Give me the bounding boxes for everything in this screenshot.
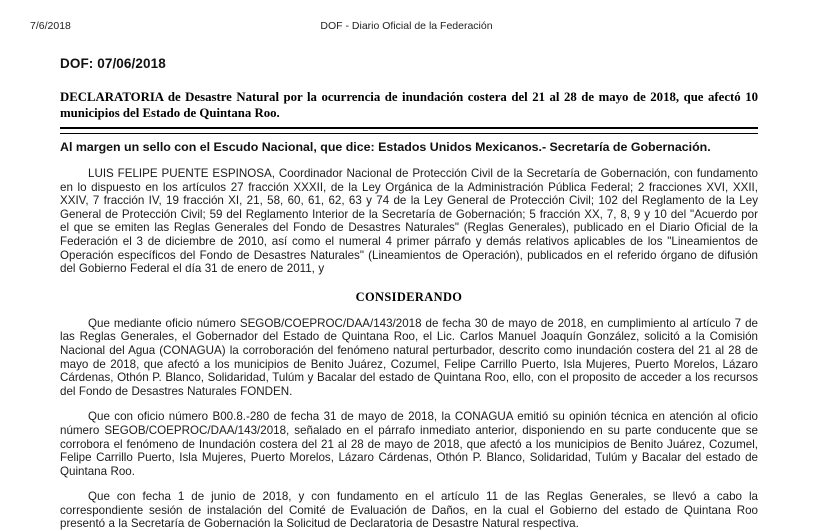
divider-thick — [60, 127, 758, 129]
divider-thin — [60, 133, 758, 134]
margin-seal-note: Al margen un sello con el Escudo Nacional, que dice: Estados Unidos Mexicanos.- Secretaría de Gobernación. — [60, 140, 711, 154]
considerando-paragraph-2: Que con oficio número B00.8.-280 de fecha 31 de mayo de 2018, la CONAGUA emitió su opinión técnica en atención al oficio número SEGOB/COEPROC/DAA/143/2018, señalado en el párrafo inmediato anterior, disponiendo en su parte conducente que se corrobora el fenómeno de Inundación costera del 21 al 28 de mayo de 2018, que afectó a los municipios de Benito Juárez, Cozumel, Felipe Carrillo Puerto, Isla Mujeres, Puerto Morelos, Lázaro Cárdenas, Othón P. Blanco, Solidaridad, Tulúm y Bacalar del estado de Quintana Roo. — [60, 410, 758, 478]
document-body — [60, 56, 758, 531]
dof-issue-date: DOF: 07/06/2018 — [60, 56, 166, 71]
header-publication-title: DOF - Diario Oficial de la Federación — [320, 20, 493, 32]
considerando-paragraph-3: Que con fecha 1 de junio de 2018, y con fundamento en el artículo 11 de las Reglas Generales, se llevó a cabo la correspondiente sesión de instalación del Comité de Evaluación de Daños, en la cual el Gobierno del estado de Quintana Roo presentó a la Secretaría de Gobernación la Solicitud de Declaratoria de Desastre Natural respectiva. — [60, 490, 758, 531]
considerando-heading: CONSIDERANDO — [355, 289, 463, 304]
header-date: 7/6/2018 — [30, 20, 71, 32]
print-header — [0, 19, 813, 33]
preamble-paragraph: LUIS FELIPE PUENTE ESPINOSA, Coordinador Nacional de Protección Civil de la Secretaría de Gobernación, con fundamento en lo dispuesto en los artículos 27 fracción XXXII, de la Ley Orgánica de la Administración Pública Federal; 2 fracciones XVI, XXII, XXIV, 7 fracción IV, 19 fracción XI, 21, 58, 60, 61, 62, 63 y 74 de la Ley General de Protección Civil; 102 del Reglamento de la Ley General de Protección Civil; 59 del Reglamento Interior de la Secretaría de Gobernación; 5 fracción XX, 7, 8, 9 y 10 del "Acuerdo por el que se emiten las Reglas Generales del Fondo de Desastres Naturales" (Reglas Generales), publicado en el Diario Oficial de la Federación el 3 de diciembre de 2010, así como el numeral 4 primer párrafo y demás relativos aplicables de los "Lineamientos de Operación específicos del Fondo de Desastres Naturales" (Lineamientos de Operación), publicados en el referido órgano de difusión del Gobierno Federal el día 31 de enero de 2011, y — [60, 167, 758, 276]
considerando-paragraph-1: Que mediante oficio número SEGOB/COEPROC/DAA/143/2018 de fecha 30 de mayo de 2018, en cumplimiento al artículo 7 de las Reglas Generales, el Gobernador del Estado de Quintana Roo, el Lic. Carlos Manuel Joaquín González, solicitó a la Comisión Nacional del Agua (CONAGUA) la corroboración del fenómeno natural perturbador, descrito como inundación costera del 21 al 28 de mayo de 2018, que afectó a los municipios de Benito Juárez, Cozumel, Felipe Carrillo Puerto, Isla Mujeres, Puerto Morelos, Lázaro Cárdenas, Othón P. Blanco, Solidaridad, Tulúm y Bacalar del estado de Quintana Roo, ello, con el proposito de acceder a los recursos del Fondo de Desastres Naturales FONDEN. — [60, 316, 758, 398]
declaration-title: DECLARATORIA de Desastre Natural por la ocurrencia de inundación costera del 21 al 28 de mayo de 2018, que afectó 10 municipios del Estado de Quintana Roo. — [60, 90, 758, 120]
